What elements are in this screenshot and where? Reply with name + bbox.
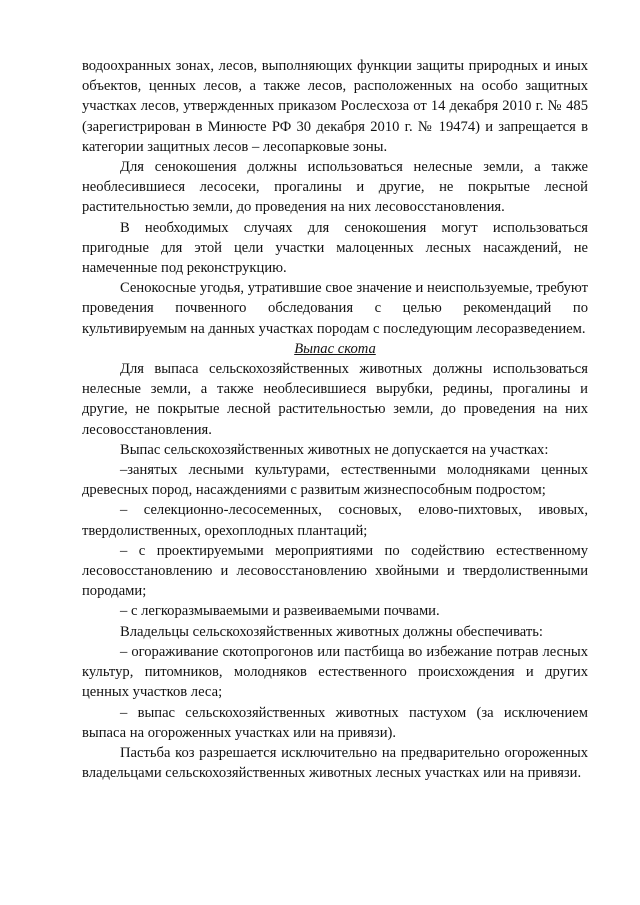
list-item-shepherd: – выпас сельскохозяйственных животных пастухом (за исключением выпаса на огороженных участках или на привязи). xyxy=(82,704,588,741)
list-item-fencing: – огораживание скотопрогонов или пастбища во избежание потрав лесных культур, питомников, молодняков естественного происхождения и других ценных участков леса; xyxy=(82,643,588,701)
paragraph-haymaking-lands: Для сенокошения должны использоваться нелесные земли, а также необлесившиеся лесосеки, прогалины и другие, не покрытые лесной растительностью земли, до проведения на них лесовосстановления. xyxy=(82,159,588,216)
paragraph-haymaking-low-value-stands: В необходимых случаях для сенокошения могут использоваться пригодные для этой цели участки малоценных лесных насаждений, не намеченные под реконструкцию. xyxy=(82,219,588,277)
section-heading-grazing: Выпас скота xyxy=(294,340,376,357)
list-item-forest-cultures: –занятых лесными культурами, естественными молодняками ценных древесных пород, насаждениями с развитым жизнеспособным подростом; xyxy=(82,462,588,499)
paragraph-grazing-prohibited: Выпас сельскохозяйственных животных не допускается на участках: xyxy=(120,441,549,458)
paragraph-goat-grazing: Пастьба коз разрешается исключительно на предварительно огороженных владельцами сельскохозяйственных животных лесных участках или на привязи. xyxy=(82,744,588,782)
paragraph-protected-zones: водоохранных зонах, лесов, выполняющих функции защиты природных и иных объектов, ценных лесов, а также лесов, расположенных на особо защитных участках лесов, утвержденных приказом Рослесхоза от 14 декабря 2010 г. № 485 (зарегистрирован в Минюсте РФ 30 декабря 2010 г. № 19474) и запрещается в категории защитных лесов – лесопарковые зоны. xyxy=(82,58,588,155)
list-item-reforestation: – с проектируемыми мероприятиями по содействию естественному лесовосстановлению и лесовосстановлению хвойными и твердолиственными породами; xyxy=(82,542,588,600)
list-item-erodible-soils: – с легкоразмываемыми и развеиваемыми почвами. xyxy=(120,603,440,620)
list-item-plantations: – селекционно-лесосеменных, сосновых, елово-пихтовых, ивовых, твердолиственных, орехоплодных плантаций; xyxy=(82,502,588,539)
document-page xyxy=(82,56,588,783)
paragraph-hayfields-survey: Сенокосные угодья, утратившие свое значение и неиспользуемые, требуют проведения почвенного обследования с целью рекомендаций по культивируемым на данных участках породам с последующим лесоразведением. xyxy=(82,280,588,337)
paragraph-grazing-lands: Для выпаса сельскохозяйственных животных должны использоваться нелесные земли, а также необлесившиеся вырубки, редины, прогалины и другие, не покрытые лесной растительностью земли, до проведения на них лесовосстановления. xyxy=(82,361,588,438)
paragraph-owners-obligations: Владельцы сельскохозяйственных животных должны обеспечивать: xyxy=(120,623,543,640)
